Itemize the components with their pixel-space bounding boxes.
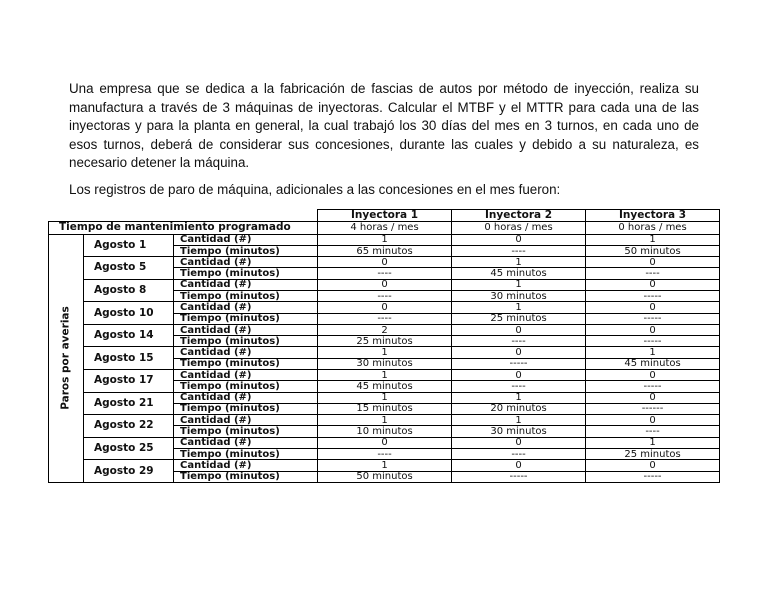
date-cell: Agosto 25	[84, 437, 174, 460]
time-label: Tiempo (minutos)	[174, 381, 318, 392]
quantity-cell: 0	[318, 257, 452, 268]
time-cell: -----	[586, 336, 720, 347]
quantity-cell: 1	[318, 370, 452, 381]
maintenance-value: 4 horas / mes	[318, 222, 452, 234]
date-cell: Agosto 22	[84, 415, 174, 438]
quantity-row	[49, 392, 720, 403]
time-cell: 25 minutos	[586, 448, 720, 459]
time-cell: 30 minutos	[452, 291, 586, 302]
time-cell: -----	[586, 313, 720, 324]
time-label: Tiempo (minutos)	[174, 268, 318, 279]
quantity-cell: 0	[586, 324, 720, 335]
header-row	[49, 210, 720, 222]
header-injector-1: Inyectora 1	[318, 210, 452, 222]
time-cell: -----	[586, 291, 720, 302]
quantity-cell: 0	[586, 257, 720, 268]
quantity-cell: 0	[452, 234, 586, 245]
time-label: Tiempo (minutos)	[174, 426, 318, 437]
breakdown-side-label: Paros por averias	[49, 234, 84, 482]
time-cell: 15 minutos	[318, 403, 452, 414]
time-cell: -----	[452, 358, 586, 369]
maintenance-value: 0 horas / mes	[452, 222, 586, 234]
quantity-row	[49, 437, 720, 448]
time-label: Tiempo (minutos)	[174, 313, 318, 324]
time-cell: 30 minutos	[318, 358, 452, 369]
quantity-cell: 0	[586, 302, 720, 313]
quantity-cell: 1	[586, 234, 720, 245]
date-cell: Agosto 29	[84, 460, 174, 483]
problem-statement: Una empresa que se dedica a la fabricación de fascias de autos por método de inyección, realiza su manufactura a través de 3 máquinas de inyectoras. Calcular el MTBF y el MTTR para cada una de las inyectoras y para la planta en general, la cual trabajó los 30 días del mes en 3 turnos, en cada uno de esos turnos, deberá de considerar sus concesiones, durante las cuales y debido a su naturaleza, es necesario detener la máquina.	[69, 81, 699, 171]
quantity-row	[49, 347, 720, 358]
quantity-cell: 1	[318, 460, 452, 471]
time-cell: 50 minutos	[586, 245, 720, 256]
quantity-label: Cantidad (#)	[174, 460, 318, 471]
time-cell: 45 minutos	[586, 358, 720, 369]
time-cell: ----	[452, 448, 586, 459]
quantity-row	[49, 415, 720, 426]
time-cell: ----	[586, 426, 720, 437]
quantity-row	[49, 324, 720, 335]
time-cell: ----	[452, 245, 586, 256]
quantity-cell: 1	[318, 234, 452, 245]
quantity-cell: 0	[452, 460, 586, 471]
records-intro: Los registros de paro de máquina, adicionales a las concesiones en el mes fueron:	[69, 182, 561, 197]
quantity-cell: 0	[318, 437, 452, 448]
time-cell: ----	[586, 268, 720, 279]
header-injector-2: Inyectora 2	[452, 210, 586, 222]
header-injector-3: Inyectora 3	[586, 210, 720, 222]
quantity-label: Cantidad (#)	[174, 415, 318, 426]
time-label: Tiempo (minutos)	[174, 403, 318, 414]
quantity-cell: 0	[586, 392, 720, 403]
quantity-cell: 1	[452, 257, 586, 268]
time-cell: ----	[318, 268, 452, 279]
time-cell: 30 minutos	[452, 426, 586, 437]
quantity-cell: 0	[318, 279, 452, 290]
time-label: Tiempo (minutos)	[174, 245, 318, 256]
quantity-cell: 1	[586, 347, 720, 358]
quantity-cell: 0	[586, 415, 720, 426]
maintenance-row	[49, 222, 720, 234]
quantity-label: Cantidad (#)	[174, 257, 318, 268]
quantity-cell: 0	[452, 324, 586, 335]
time-cell: ------	[586, 403, 720, 414]
time-cell: 10 minutos	[318, 426, 452, 437]
quantity-cell: 1	[452, 415, 586, 426]
date-cell: Agosto 10	[84, 302, 174, 325]
quantity-label: Cantidad (#)	[174, 279, 318, 290]
time-cell: 45 minutos	[318, 381, 452, 392]
header-blank	[49, 210, 318, 222]
quantity-cell: 1	[586, 437, 720, 448]
date-cell: Agosto 21	[84, 392, 174, 415]
time-cell: 25 minutos	[318, 336, 452, 347]
quantity-cell: 1	[318, 392, 452, 403]
time-cell: ----	[452, 381, 586, 392]
date-cell: Agosto 14	[84, 324, 174, 347]
time-label: Tiempo (minutos)	[174, 291, 318, 302]
time-cell: 20 minutos	[452, 403, 586, 414]
time-label: Tiempo (minutos)	[174, 358, 318, 369]
quantity-cell: 0	[586, 460, 720, 471]
date-cell: Agosto 15	[84, 347, 174, 370]
quantity-cell: 0	[452, 347, 586, 358]
quantity-cell: 0	[452, 370, 586, 381]
quantity-label: Cantidad (#)	[174, 370, 318, 381]
date-cell: Agosto 1	[84, 234, 174, 257]
time-cell: 50 minutos	[318, 471, 452, 482]
quantity-label: Cantidad (#)	[174, 302, 318, 313]
quantity-label: Cantidad (#)	[174, 234, 318, 245]
quantity-row	[49, 302, 720, 313]
time-cell: ----	[318, 313, 452, 324]
quantity-cell: 1	[318, 347, 452, 358]
quantity-cell: 0	[318, 302, 452, 313]
time-cell: ----	[318, 291, 452, 302]
quantity-cell: 1	[452, 392, 586, 403]
quantity-row	[49, 257, 720, 268]
time-cell: 45 minutos	[452, 268, 586, 279]
time-cell: -----	[452, 471, 586, 482]
quantity-row	[49, 370, 720, 381]
quantity-label: Cantidad (#)	[174, 392, 318, 403]
maintenance-value: 0 horas / mes	[586, 222, 720, 234]
quantity-cell: 1	[318, 415, 452, 426]
time-cell: 65 minutos	[318, 245, 452, 256]
quantity-cell: 1	[452, 279, 586, 290]
quantity-cell: 0	[586, 279, 720, 290]
time-cell: ----	[318, 448, 452, 459]
quantity-cell: 0	[452, 437, 586, 448]
quantity-cell: 0	[586, 370, 720, 381]
quantity-label: Cantidad (#)	[174, 437, 318, 448]
time-label: Tiempo (minutos)	[174, 448, 318, 459]
quantity-cell: 1	[452, 302, 586, 313]
time-cell: -----	[586, 381, 720, 392]
quantity-row	[49, 460, 720, 471]
time-label: Tiempo (minutos)	[174, 471, 318, 482]
quantity-row	[49, 234, 720, 245]
date-cell: Agosto 5	[84, 257, 174, 280]
quantity-label: Cantidad (#)	[174, 347, 318, 358]
time-cell: -----	[586, 471, 720, 482]
date-cell: Agosto 17	[84, 370, 174, 393]
time-label: Tiempo (minutos)	[174, 336, 318, 347]
time-cell: ----	[452, 336, 586, 347]
quantity-label: Cantidad (#)	[174, 324, 318, 335]
quantity-cell: 2	[318, 324, 452, 335]
maintenance-label: Tiempo de mantenimiento programado	[49, 222, 318, 234]
quantity-row	[49, 279, 720, 290]
date-cell: Agosto 8	[84, 279, 174, 302]
downtime-table	[48, 209, 720, 483]
time-cell: 25 minutos	[452, 313, 586, 324]
